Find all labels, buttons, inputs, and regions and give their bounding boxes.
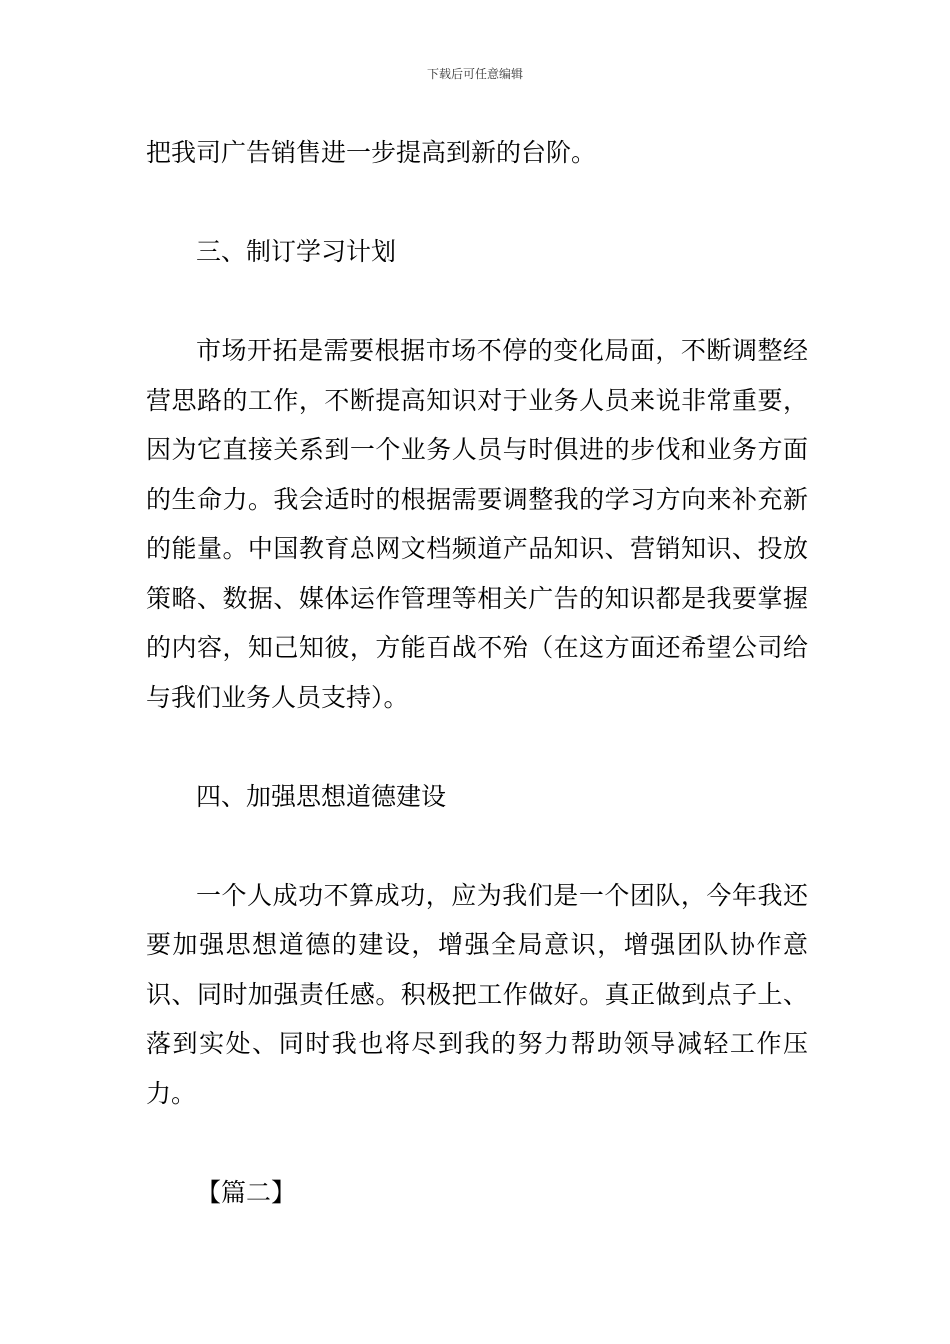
- paragraph-study-plan: 市场开拓是需要根据市场不停的变化局面，不断调整经营思路的工作，不断提高知识对于业务人员来说非常重要，因为它直接关系到一个业务人员与时俱进的步伐和业务方面的生命力。我会适时的根据需要调整我的学习方向来补充新的能量。中国教育总网文档频道产品知识、营销知识、投放策略、数据、媒体运作管理等相关广告的知识都是我要掌握的内容，知己知彼，方能百战不殆（在这方面还希望公司给与我们业务人员支持）。: [146, 336, 808, 712]
- paragraph-spacer: [146, 1118, 808, 1168]
- section-heading-moral-building: 四、加强思想道德建设: [196, 781, 447, 811]
- section-heading-study-plan: 三、制订学习计划: [196, 237, 397, 266]
- paragraph-spacer: [146, 178, 808, 228]
- document-body: [146, 128, 808, 1217]
- paragraph-spacer: [146, 722, 808, 772]
- part-label: 【篇二】: [196, 1177, 297, 1207]
- page-header-note: 下载后可任意编辑: [426, 67, 523, 81]
- paragraph-continuation: 把我司广告销售进一步提高到新的台阶。: [146, 138, 597, 167]
- paragraph-moral-building: 一个人成功不算成功，应为我们是一个团队，今年我还要加强思想道德的建设，增强全局意识，增强团队协作意识、同时加强责任感。积极把工作做好。真正做到点子上、落到实处、同时我也将尽到我的努力帮助领导减轻工作压力。: [146, 880, 808, 1108]
- paragraph-spacer: [146, 821, 808, 871]
- paragraph-spacer: [146, 277, 808, 327]
